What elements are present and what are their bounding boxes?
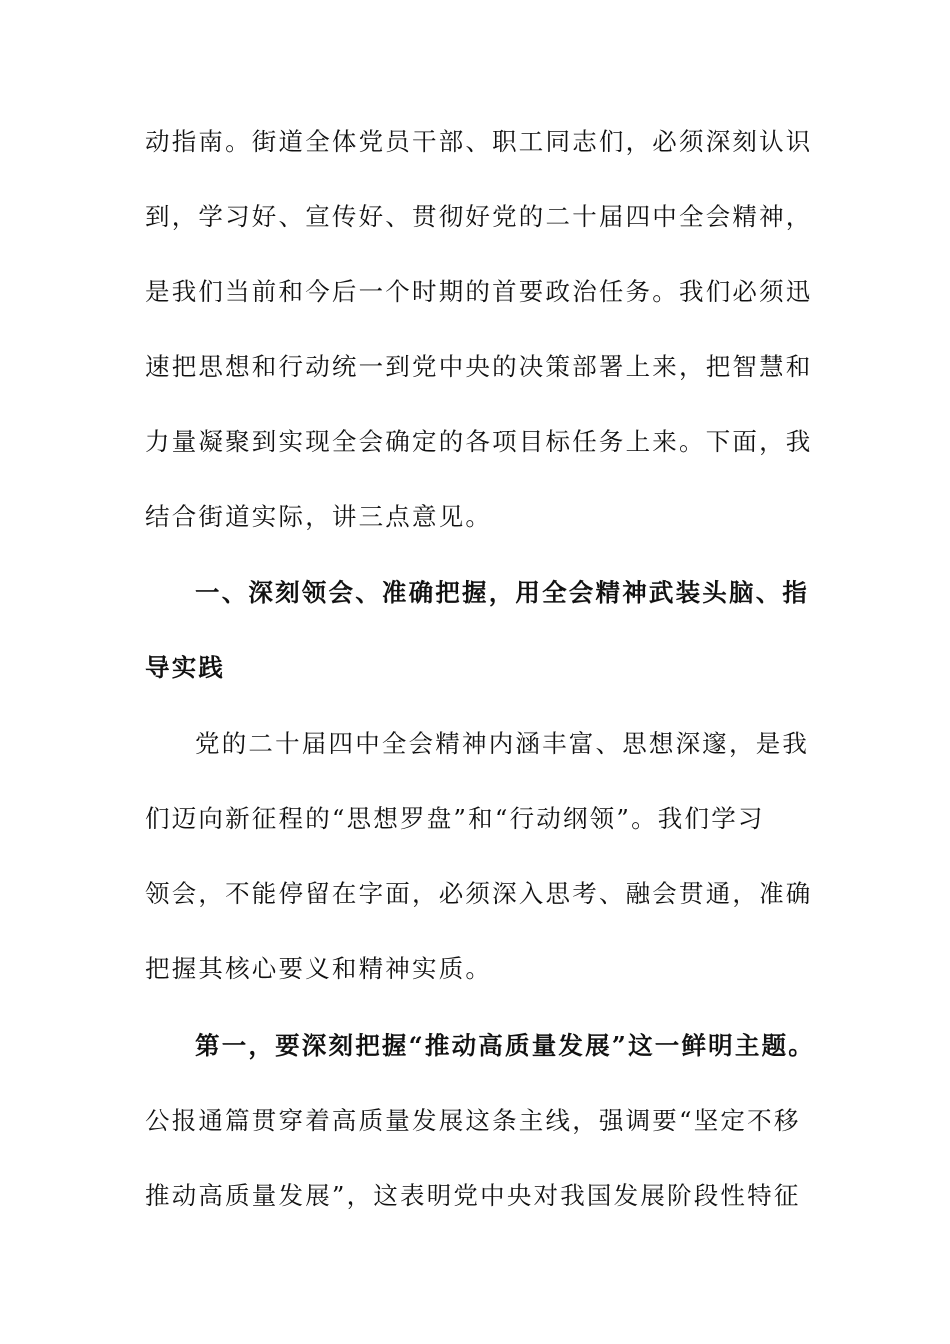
body-text-line: 到，学习好、宣传好、贯彻好党的二十届四中全会精神，: [145, 202, 813, 231]
body-text-line: 结合街道实际，讲三点意见。: [145, 502, 493, 531]
body-text-line: 力量凝聚到实现全会确定的各项目标任务上来。下面，我: [145, 427, 813, 456]
body-text-line: 把握其核心要义和精神实质。: [145, 954, 493, 983]
section-heading: 一、深刻领会、准确把握，用全会精神武装头脑、指: [195, 578, 810, 607]
subheading: 第一，要深刻把握“推动高质量发展”这一鲜明主题。: [195, 1031, 815, 1060]
body-text-line: 党的二十届四中全会精神内涵丰富、思想深邃，是我: [195, 729, 810, 758]
section-heading-continued: 导实践: [145, 653, 226, 682]
body-text-line: 公报通篇贯穿着高质量发展这条主线，强调要“坚定不移: [145, 1106, 801, 1135]
body-text-line: 速把思想和行动统一到党中央的决策部署上来，把智慧和: [145, 352, 813, 381]
body-text-line: 领会，不能停留在字面，必须深入思考、融会贯通，准确: [145, 879, 813, 908]
body-text-line: 是我们当前和今后一个时期的首要政治任务。我们必须迅: [145, 277, 813, 306]
body-text-line: 动指南。街道全体党员干部、职工同志们，必须深刻认识: [145, 127, 813, 156]
body-text-line: 推动高质量发展”，这表明党中央对我国发展阶段性特征: [145, 1181, 801, 1210]
body-text-line: 们迈向新征程的“思想罗盘”和“行动纲领”。我们学习: [145, 804, 765, 833]
